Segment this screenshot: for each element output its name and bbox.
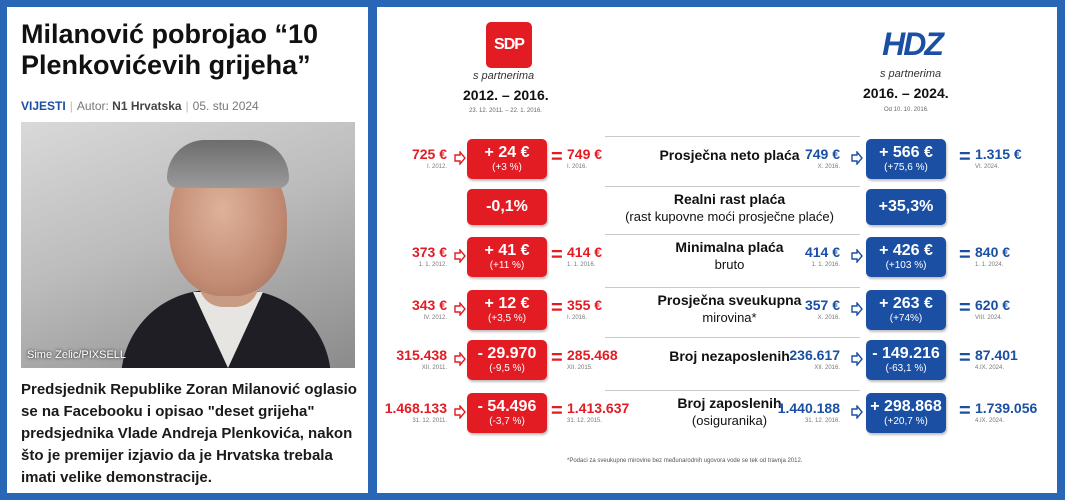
hdz-equals-icon: = [959,244,971,266]
sdp-change-box [467,340,547,380]
sdp-start-value: 315.438 [396,347,447,363]
hdz-start-value: 236.617 [789,347,840,363]
photo-figure-hair [167,140,289,188]
article-headline[interactable]: Milanović pobrojao “10 Plenkovićevih grijeha” [21,19,319,80]
hdz-logo: HDZ [882,26,942,62]
category-subtitle: (osiguranika) [691,413,768,428]
sdp-change-value: - 54.496 [477,398,537,415]
hdz-change-box [866,189,946,225]
sdp-start-date: IV. 2012. [423,315,447,321]
arrow-right-icon [851,151,863,165]
arrow-right-icon [454,249,466,263]
hdz-change-percent: (+75,6 %) [884,162,928,173]
author-label: Autor: [76,99,109,113]
article-date: 05. stu 2024 [192,99,259,113]
sdp-start-date: 1. 1. 2012. [418,262,447,268]
sdp-equals-icon: = [551,347,563,369]
row-separator [605,234,860,235]
sdp-change-percent: (+3,5 %) [487,313,527,324]
hdz-change-value: + 566 € [879,144,933,161]
sdp-change-value: -0,1% [486,198,528,215]
hdz-start-date: XII. 2016. [814,365,840,371]
sdp-equals-icon: = [551,244,563,266]
sdp-end-date: I. 2016. [567,315,588,321]
arrow-right-icon [851,302,863,316]
category-title: Broj nezaposlenih [669,348,790,364]
arrow-right-icon [851,249,863,263]
sdp-end-value: 749 € [567,146,603,162]
hdz-change-percent: (+20,7 %) [884,416,928,427]
hdz-change-box [866,393,946,433]
arrow-right-icon [454,302,466,316]
hdz-period: 2016. – 2024. [863,85,949,101]
sdp-subtitle: s partnerima [473,70,535,82]
sdp-equals-icon: = [551,146,563,168]
sdp-start-value: 1.468.133 [384,400,447,416]
hdz-change-percent: (-63,1 %) [885,363,927,374]
sdp-end-value: 285.468 [567,347,618,363]
hdz-start-value: 414 € [804,244,840,260]
sdp-change-box [467,237,547,277]
hdz-end-value: 87.401 [975,347,1018,363]
arrow-right-icon [454,352,466,366]
category-link[interactable]: VIJESTI [21,99,66,113]
sdp-end-date: 31. 12. 2015. [567,418,603,424]
row-separator [605,390,860,391]
sdp-start-date: XII. 2011. [421,365,447,371]
sdp-start-value: 725 € [411,146,447,162]
hdz-change-value: - 149.216 [872,345,940,362]
sdp-start-date: 31. 12. 2011. [412,418,447,424]
sdp-start-value: 373 € [411,244,447,260]
sdp-end-value: 1.413.637 [567,400,630,416]
sdp-end-date: XII. 2015. [567,365,593,371]
sdp-change-percent: (+11 %) [489,260,525,271]
arrow-right-icon [851,352,863,366]
sdp-end-value: 414 € [567,244,603,260]
category-title: Prosječna neto plaća [659,147,800,163]
sdp-change-percent: (+3 %) [492,162,522,173]
sdp-change-box [467,393,547,433]
sdp-change-value: + 12 € [484,295,530,312]
meta-separator: | [69,99,73,113]
hdz-end-date: VI. 2024. [975,164,1000,170]
arrow-right-icon [454,151,466,165]
hdz-end-value: 1.315 € [975,146,1022,162]
hdz-equals-icon: = [959,347,971,369]
hdz-start-value: 357 € [804,297,840,313]
sdp-equals-icon: = [551,400,563,422]
sdp-period-dates: 23. 12. 2011. – 22. 1. 2016. [469,108,542,114]
category-title: Prosječna sveukupna [657,292,802,308]
hdz-equals-icon: = [959,297,971,319]
category-subtitle: mirovina* [702,310,757,325]
article-panel [7,7,368,493]
hdz-end-date: 1. 1. 2024. [975,262,1004,268]
arrow-right-icon [454,405,466,419]
hdz-change-value: + 298.868 [870,398,942,415]
photo-credit: Sime Zelic/PIXSELL [27,349,127,361]
meta-separator: | [185,99,189,113]
sdp-change-box [467,189,547,225]
sdp-start-date: I. 2012. [426,164,447,170]
row-separator [605,186,860,187]
hdz-change-box [866,290,946,330]
sdp-end-date: I. 2016. [567,164,588,170]
sdp-equals-icon: = [551,297,563,319]
article-meta [21,99,259,113]
sdp-change-value: + 41 € [484,242,530,259]
hdz-start-date: 31. 12. 2016. [804,418,840,424]
category-label [587,191,872,225]
author-link[interactable]: N1 Hrvatska [112,99,182,113]
hdz-period-dates: Od 10. 10. 2016. [884,107,929,113]
hdz-change-percent: (+103 %) [885,260,927,271]
hdz-equals-icon: = [959,146,971,168]
hdz-change-box [866,139,946,179]
infographic[interactable] [377,7,1057,493]
sdp-change-percent: (-9,5 %) [489,363,525,374]
sdp-change-box [467,139,547,179]
hdz-end-value: 840 € [975,244,1011,260]
row-separator [605,337,860,338]
hdz-start-date: 1. 1. 2016. [811,262,840,268]
sdp-start-value: 343 € [411,297,447,313]
category-title: Minimalna plaća [675,239,784,255]
sdp-end-value: 355 € [567,297,603,313]
category-subtitle: (rast kupovne moći prosječne plaće) [625,209,834,224]
row-separator [605,287,860,288]
hdz-end-date: VIII. 2024. [975,315,1003,321]
hdz-change-value: + 263 € [879,295,933,312]
hdz-change-value: + 426 € [879,242,933,259]
sdp-end-date: 1. 1. 2016. [567,262,596,268]
hdz-change-value: +35,3% [878,198,934,215]
hdz-start-value: 749 € [804,146,840,162]
sdp-change-value: - 29.970 [477,345,537,362]
hdz-end-value: 620 € [975,297,1011,313]
hdz-change-box [866,340,946,380]
hdz-start-date: X. 2016. [817,164,840,170]
hdz-start-value: 1.440.188 [777,400,840,416]
row-separator [605,136,860,137]
arrow-right-icon [851,405,863,419]
hdz-change-percent: (+74%) [889,313,923,324]
hdz-change-box [866,237,946,277]
hdz-end-date: 4.IX. 2024. [975,365,1005,371]
article-photo[interactable] [21,122,355,368]
sdp-change-box [467,290,547,330]
sdp-logo: SDP [486,22,532,68]
category-title: Broj zaposlenih [677,395,782,411]
category-subtitle: bruto [714,257,745,272]
hdz-end-date: 4.IX. 2024. [975,418,1005,424]
category-title: Realni rast plaća [673,191,786,207]
hdz-start-date: X. 2016. [817,315,840,321]
hdz-subtitle: s partnerima [880,68,942,80]
article-body: Predsjednik Republike Zoran Milanović oglasio se na Facebooku i opisao "deset grijeha" predsjednika Vlade Andreja Plenkovića, nakon što je premijer izjavio da je Hrvatska trebala imati velike demonstracije. [21,381,357,486]
sdp-period: 2012. – 2016. [463,87,549,103]
footnote: *Podaci za sveukupne mirovine bez međunarodnih ugovora vode se tek od travnja 2012. [567,458,803,464]
hdz-equals-icon: = [959,400,971,422]
hdz-end-value: 1.739.056 [975,400,1038,416]
sdp-change-value: + 24 € [484,144,530,161]
sdp-change-percent: (-3,7 %) [489,416,525,427]
